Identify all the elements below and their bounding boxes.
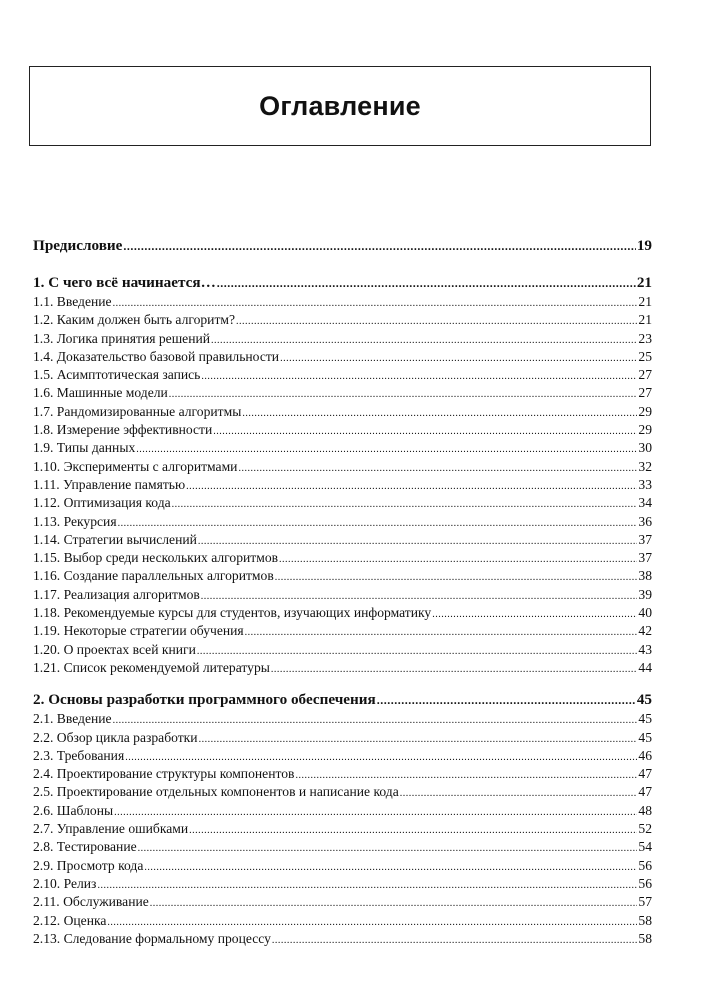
toc-entry-label: 2.12. Оценка — [33, 912, 107, 928]
toc-entry-page: 29 — [638, 403, 652, 419]
toc-section-entry — [33, 857, 652, 875]
page-title: Оглавление — [259, 90, 421, 121]
toc-entry-label: 1.20. О проектах всей книги — [33, 641, 196, 657]
dot-leader — [136, 439, 637, 459]
toc-entry-label: 1.5. Асимптотическая запись — [33, 367, 201, 383]
toc-section-entry — [33, 348, 652, 366]
toc-entry-label: 2.1. Введение — [33, 711, 112, 727]
toc-entry-page: 30 — [638, 440, 652, 456]
toc-entry-label: 1.9. Типы данных — [33, 440, 136, 456]
toc-entry-page: 45 — [638, 711, 652, 727]
toc-entry-page: 45 — [638, 729, 652, 745]
toc-entry-page: 57 — [638, 894, 652, 910]
toc-entry-label: 2.9. Просмотр кода — [33, 857, 144, 873]
dot-leader — [123, 235, 635, 257]
toc-entry-page: 56 — [638, 857, 652, 873]
toc-section-entry — [33, 403, 652, 421]
dot-leader — [198, 531, 638, 551]
toc-entry-page: 58 — [638, 930, 652, 946]
dot-leader — [211, 330, 637, 350]
toc-entry-page: 36 — [638, 513, 652, 529]
toc-entry-label: 1.4. Доказательство базовой правильности — [33, 348, 280, 364]
toc-entry-label: 1.7. Рандомизированные алгоритмы — [33, 403, 242, 419]
dot-leader — [189, 820, 637, 840]
toc-entry-page: 37 — [638, 531, 652, 547]
dot-leader — [245, 622, 638, 642]
dot-leader — [107, 912, 637, 932]
toc-entry-label: 1.14. Стратегии вычислений — [33, 531, 197, 547]
toc-entry-page: 52 — [638, 821, 652, 837]
toc-section-entry — [33, 476, 652, 494]
toc-section-entry — [33, 893, 652, 911]
toc-entry-label: 1.13. Рекурсия — [33, 513, 117, 529]
toc-section-entry — [33, 820, 652, 838]
toc-entry-label: 1.21. Список рекомендуемой литературы — [33, 659, 270, 675]
dot-leader — [118, 513, 638, 533]
toc-entry-label: 1.2. Каким должен быть алгоритм? — [33, 312, 236, 328]
toc-entry-label: 1.1. Введение — [33, 294, 112, 309]
dot-leader — [400, 783, 638, 803]
toc-entry-label: 2.3. Требования — [33, 747, 125, 763]
toc-section-entry — [33, 838, 652, 856]
toc-section-entry — [33, 567, 652, 585]
toc-entry-label: 2.5. Проектирование отдельных компонентов и написание кода — [33, 784, 399, 800]
toc-entry-page: 27 — [638, 385, 652, 401]
toc-section-entry — [33, 875, 652, 893]
toc-entry-page: 21 — [638, 294, 652, 309]
toc-section-entry — [33, 765, 652, 783]
dot-leader — [150, 893, 638, 913]
toc-section-entry — [33, 458, 652, 476]
dot-leader — [199, 729, 638, 749]
toc-entry-page: 19 — [636, 237, 652, 254]
toc-entry-label: 1.19. Некоторые стратегии обучения — [33, 623, 244, 639]
toc-entry-label: 1.12. Оптимизация кода — [33, 495, 171, 511]
dot-leader — [275, 567, 638, 587]
toc-entry-page: 37 — [638, 550, 652, 566]
toc-entry-page: 45 — [636, 691, 652, 709]
toc-chapter-entry — [33, 272, 652, 293]
toc-entry-label: 1. С чего всё начинается… — [33, 274, 216, 291]
table-of-contents — [33, 235, 652, 948]
dot-leader — [295, 765, 637, 785]
toc-entry-page: 54 — [638, 839, 652, 855]
dot-leader — [114, 802, 637, 822]
toc-entry-label: 1.8. Измерение эффективности — [33, 422, 213, 438]
toc-entry-page: 47 — [638, 766, 652, 782]
toc-section-entry — [33, 802, 652, 820]
dot-leader — [217, 272, 636, 294]
dot-leader — [138, 838, 638, 858]
toc-section-entry — [33, 747, 652, 765]
toc-section-entry — [33, 513, 652, 531]
toc-entry-page: 32 — [638, 458, 652, 474]
dot-leader — [113, 293, 638, 313]
dot-leader — [271, 659, 638, 679]
toc-section-entry — [33, 604, 652, 622]
toc-entry-label: 1.18. Рекомендуемые курсы для студентов, изучающих информатику — [33, 605, 432, 621]
dot-leader — [280, 348, 637, 368]
toc-entry-page: 38 — [638, 568, 652, 584]
toc-entry-label: 1.11. Управление памятью — [33, 476, 186, 492]
title-frame — [29, 66, 651, 146]
dot-leader — [377, 689, 636, 711]
toc-entry-label: 2.6. Шаблоны — [33, 802, 114, 818]
toc-entry-label: 1.6. Машинные модели — [33, 385, 168, 401]
toc-entry-page: 25 — [638, 348, 652, 364]
toc-section-entry — [33, 641, 652, 659]
toc-preface-entry — [33, 235, 652, 256]
toc-section-entry — [33, 494, 652, 512]
toc-entry-label: 2. Основы разработки программного обеспечения — [33, 691, 376, 709]
toc-entry-page: 23 — [638, 330, 652, 346]
toc-entry-page: 27 — [638, 367, 652, 383]
toc-section-entry — [33, 710, 652, 728]
toc-entry-label: 1.15. Выбор среди нескольких алгоритмов — [33, 550, 279, 566]
toc-entry-page: 44 — [638, 659, 652, 675]
toc-section-entry — [33, 586, 652, 604]
toc-section-entry — [33, 421, 652, 439]
toc-section-entry — [33, 311, 652, 329]
dot-leader — [125, 747, 637, 767]
toc-entry-page: 48 — [638, 802, 652, 818]
dot-leader — [201, 366, 637, 386]
toc-entry-label: Предисловие — [33, 237, 123, 254]
dot-leader — [172, 494, 638, 514]
dot-leader — [272, 930, 637, 950]
toc-entry-page: 43 — [638, 641, 652, 657]
toc-entry-label: 1.3. Логика принятия решений — [33, 330, 211, 346]
toc-entry-label: 2.4. Проектирование структуры компонентов — [33, 766, 295, 782]
toc-entry-page: 33 — [638, 476, 652, 492]
dot-leader — [213, 421, 637, 441]
toc-entry-label: 2.2. Обзор цикла разработки — [33, 729, 198, 745]
toc-section-entry — [33, 783, 652, 801]
toc-section-entry — [33, 622, 652, 640]
toc-entry-page: 40 — [638, 605, 652, 621]
toc-entry-label: 1.16. Создание параллельных алгоритмов — [33, 568, 274, 584]
dot-leader — [113, 710, 638, 730]
dot-leader — [97, 875, 637, 895]
toc-entry-page: 34 — [638, 495, 652, 511]
dot-leader — [144, 857, 637, 877]
toc-entry-page: 58 — [638, 912, 652, 928]
toc-section-entry — [33, 531, 652, 549]
toc-entry-page: 46 — [638, 747, 652, 763]
toc-section-entry — [33, 366, 652, 384]
toc-entry-page: 21 — [638, 312, 652, 328]
toc-entry-label: 2.7. Управление ошибками — [33, 821, 189, 837]
toc-entry-page: 29 — [638, 422, 652, 438]
toc-section-entry — [33, 293, 652, 311]
toc-section-entry — [33, 930, 652, 948]
toc-entry-label: 2.8. Тестирование — [33, 839, 137, 855]
toc-entry-page: 39 — [638, 586, 652, 602]
toc-section-entry — [33, 659, 652, 677]
dot-leader — [238, 458, 637, 478]
toc-section-entry — [33, 549, 652, 567]
toc-entry-page: 47 — [638, 784, 652, 800]
dot-leader — [201, 586, 638, 606]
dot-leader — [242, 403, 637, 423]
toc-section-entry — [33, 384, 652, 402]
toc-entry-page: 42 — [638, 623, 652, 639]
dot-leader — [169, 384, 638, 404]
toc-section-entry — [33, 439, 652, 457]
toc-entry-label: 2.13. Следование формальному процессу — [33, 930, 271, 946]
dot-leader — [279, 549, 637, 569]
toc-section-entry — [33, 912, 652, 930]
toc-section-entry — [33, 729, 652, 747]
toc-entry-label: 2.11. Обслуживание — [33, 894, 149, 910]
dot-leader — [236, 311, 637, 331]
dot-leader — [186, 476, 637, 496]
toc-section-entry — [33, 330, 652, 348]
toc-chapter-entry — [33, 689, 652, 710]
dot-leader — [432, 604, 637, 624]
toc-entry-label: 2.10. Релиз — [33, 875, 97, 891]
toc-entry-page: 21 — [636, 274, 652, 291]
dot-leader — [197, 641, 638, 661]
toc-entry-label: 1.10. Эксперименты с алгоритмами — [33, 458, 238, 474]
toc-entry-page: 56 — [638, 875, 652, 891]
toc-entry-label: 1.17. Реализация алгоритмов — [33, 586, 200, 602]
